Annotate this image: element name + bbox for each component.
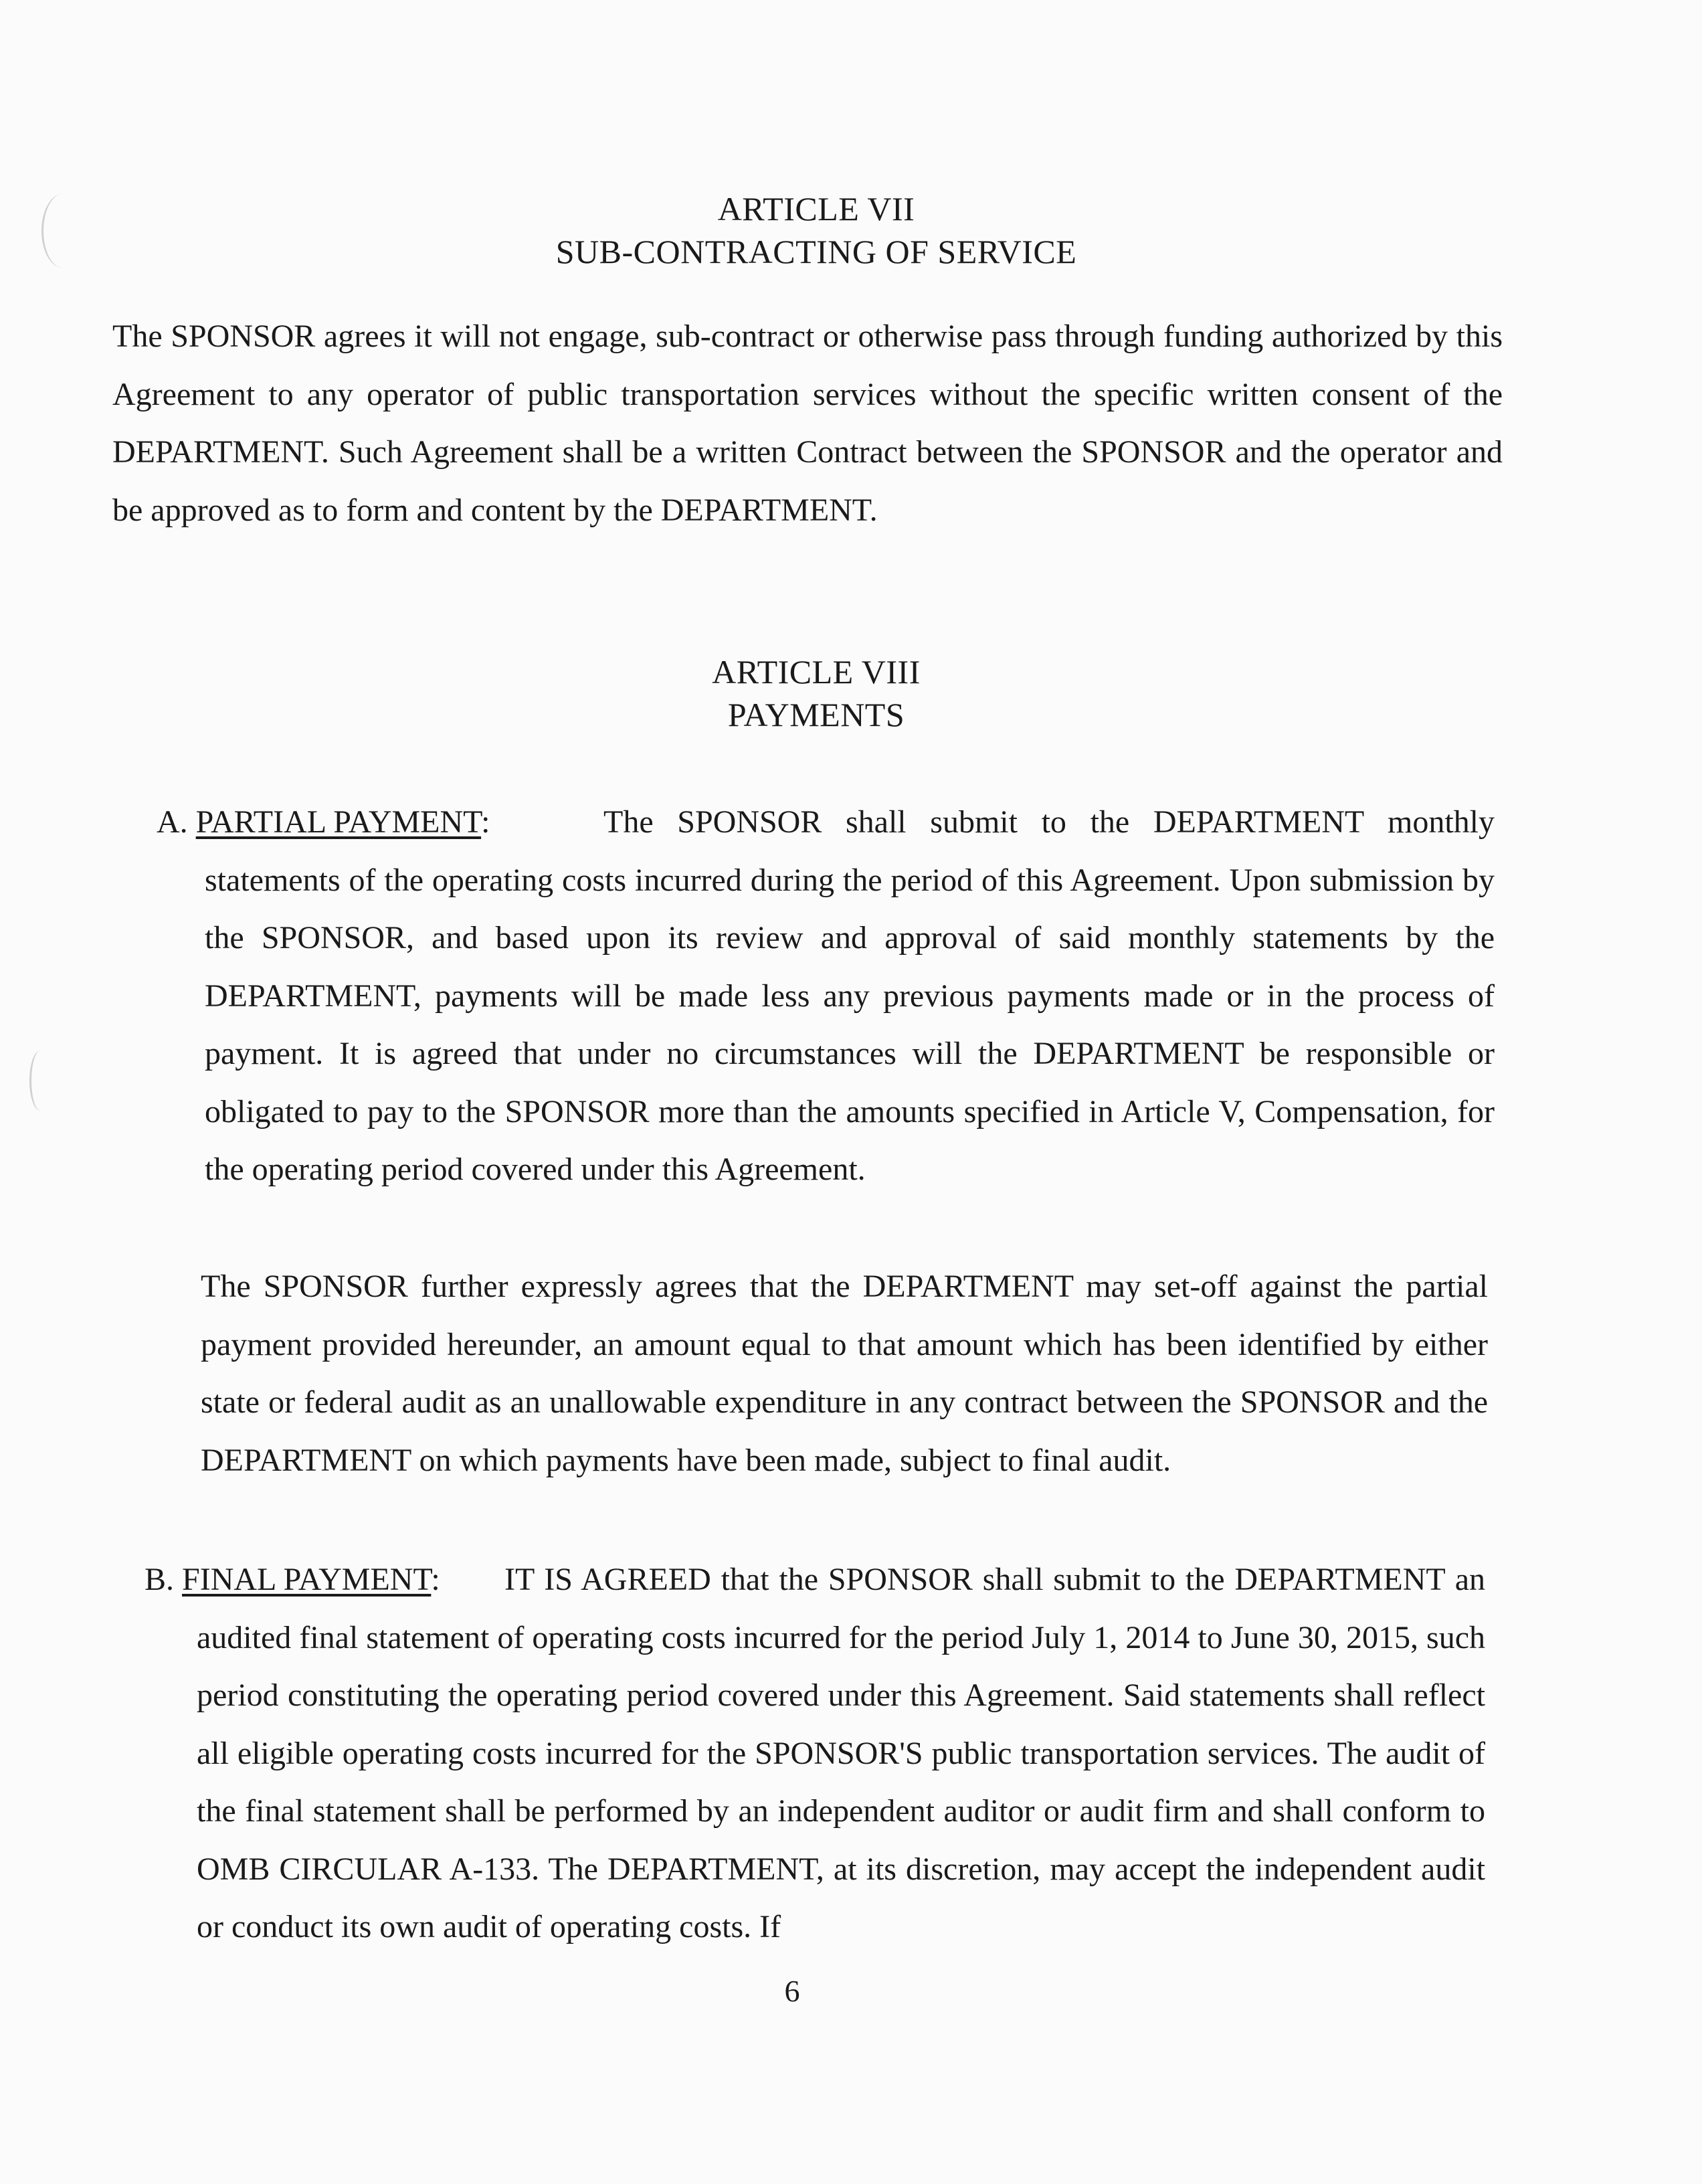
article-7-number: ARTICLE VII	[717, 190, 915, 227]
section-a-letter: A.	[157, 804, 188, 840]
section-b-letter: B.	[145, 1562, 175, 1597]
page-number: 6	[784, 1974, 800, 2008]
article-7-title: SUB-CONTRACTING OF SERVICE	[555, 233, 1077, 270]
section-a-body-2: The SPONSOR further expressly agrees that the DEPARTMENT may set-off against the partial payment provided hereunder, an amount equal to that amount which has been identified by either state or federal audit as an unallowable expenditure in any contract between the SPONSOR and the DEPARTMENT on which payments have been made, subject to final audit.	[201, 1269, 1488, 1478]
section-b-body: IT IS AGREED that the SPONSOR shall submit to the DEPARTMENT an audited final statement of operating costs incurred for the period July 1, 2014 to June 30, 2015, such period constituting the operating period covered under this Agreement. Said statements shall reflect all eligible operating costs incurred for the SPONSOR'S public transportation services. The audit of the final statement shall be performed by an independent auditor or audit firm and shall conform to OMB CIRCULAR A-133. The DEPARTMENT, at its discretion, may accept the independent audit or conduct its own audit of operating costs. If	[197, 1562, 1485, 1944]
section-a-body-1: The SPONSOR shall submit to the DEPARTMENT monthly statements of the operating costs incurred during the period of this Agreement. Upon submission by the SPONSOR, and based upon its review and approval of said monthly statements by the DEPARTMENT, payments will be made less any previous payments made or in the process of payment. It is agreed that under no circumstances will the DEPARTMENT be responsible or obligated to pay to the SPONSOR more than the amounts specified in Article V, Compensation, for the operating period covered under this Agreement.	[205, 804, 1495, 1187]
section-a-colon: :	[481, 804, 490, 840]
scan-mark-middle	[29, 1051, 52, 1111]
article-7-heading	[0, 187, 1632, 273]
article-8-heading	[0, 650, 1632, 736]
article-8-number: ARTICLE VIII	[712, 653, 921, 691]
article-8-title: PAYMENTS	[727, 696, 905, 733]
section-b-colon: :	[431, 1562, 440, 1597]
section-a-heading: PARTIAL PAYMENT	[195, 804, 482, 840]
section-b-heading: FINAL PAYMENT	[182, 1562, 432, 1597]
article-7-body: The SPONSOR agrees it will not engage, sub-contract or otherwise pass through funding authorized by this Agreement to any operator of public transportation services without the specific written consent of the DEPARTMENT. Such Agreement shall be a written Contract between the SPONSOR and the operator and be approved as to form and content by the DEPARTMENT.	[112, 318, 1503, 528]
